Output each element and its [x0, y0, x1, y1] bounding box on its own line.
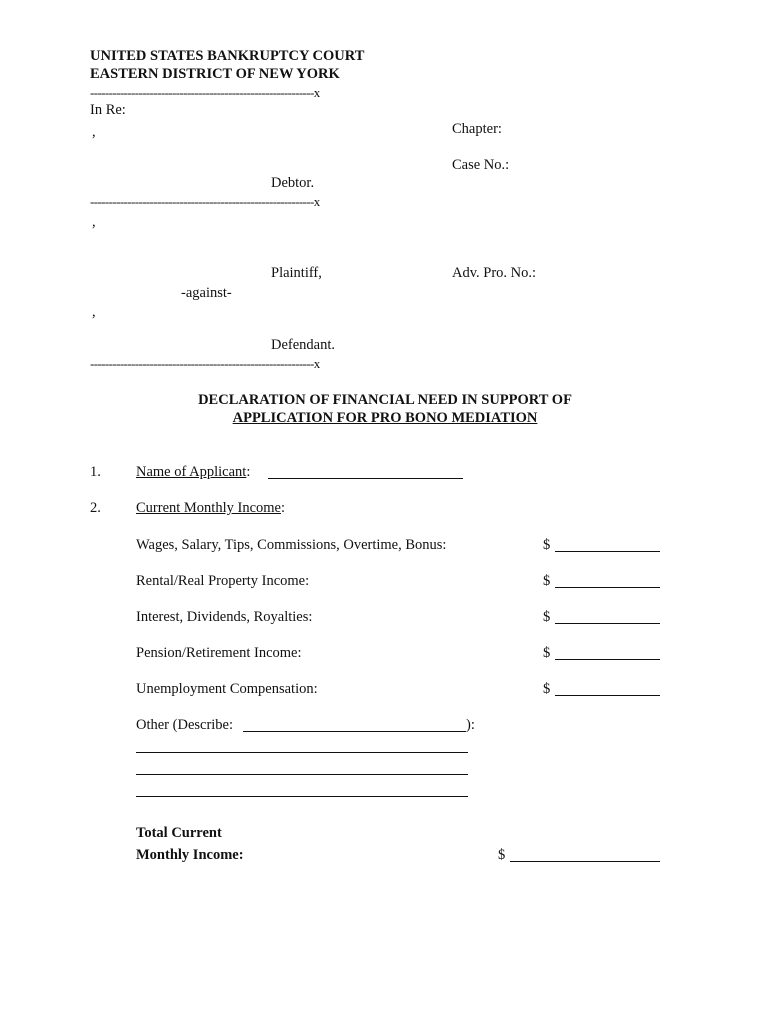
plaintiff-name-comma: ,: [92, 214, 96, 230]
document-title-line1: DECLARATION OF FINANCIAL NEED IN SUPPORT OF: [198, 392, 572, 408]
wages-amount-field[interactable]: [555, 551, 660, 552]
income-row-label: Wages, Salary, Tips, Commissions, Overtime, Bonus:: [136, 537, 447, 553]
other-describe-line-2[interactable]: [136, 774, 468, 775]
plaintiff-label: Plaintiff,: [271, 265, 322, 281]
chapter-label: Chapter:: [452, 121, 502, 137]
adv-pro-number-label: Adv. Pro. No.:: [452, 265, 537, 281]
item1-row: [136, 464, 250, 481]
document-title-line2-text: APPLICATION FOR PRO BONO MEDIATION: [232, 410, 538, 426]
income-row-label: Interest, Dividends, Royalties:: [136, 609, 313, 625]
total-amount-field[interactable]: [510, 861, 660, 862]
name-of-applicant-colon: :: [246, 464, 251, 480]
other-describe-field[interactable]: [243, 731, 466, 732]
income-row-label: Pension/Retirement Income:: [136, 645, 302, 661]
debtor-name-comma: ,: [92, 124, 96, 140]
caption-divider-top: ------------------------------------------------------------x: [90, 85, 320, 100]
document-title-line2: [0, 410, 770, 427]
total-currency: $: [498, 847, 506, 863]
item2-number: 2.: [90, 500, 101, 516]
current-monthly-income-label: Current Monthly Income: [136, 500, 281, 516]
income-row-currency: $: [543, 573, 551, 589]
other-describe-close: ):: [466, 717, 475, 733]
income-row-currency: $: [543, 537, 551, 553]
total-label-line1: Total Current: [136, 825, 222, 841]
defendant-label: Defendant.: [271, 337, 336, 353]
interest-amount-field[interactable]: [555, 623, 660, 624]
current-monthly-income-colon: :: [280, 500, 286, 516]
income-row-label: Unemployment Compensation:: [136, 681, 318, 697]
other-describe-line-3[interactable]: [136, 796, 468, 797]
caption-divider-middle: ------------------------------------------------------------x: [90, 194, 320, 209]
court-name: UNITED STATES BANKRUPTCY COURT: [90, 48, 365, 64]
in-re-label: In Re:: [90, 102, 126, 118]
court-district: EASTERN DISTRICT OF NEW YORK: [90, 66, 340, 82]
total-label-line2: Monthly Income:: [136, 847, 244, 863]
case-number-label: Case No.:: [452, 157, 510, 173]
defendant-name-comma: ,: [92, 304, 96, 320]
income-row-currency: $: [543, 681, 551, 697]
unemployment-amount-field[interactable]: [555, 695, 660, 696]
pension-amount-field[interactable]: [555, 659, 660, 660]
name-of-applicant-label: Name of Applicant: [136, 464, 247, 480]
other-describe-label: Other (Describe:: [136, 717, 234, 733]
item2-row: [136, 500, 285, 517]
item1-number: 1.: [90, 464, 101, 480]
income-row-label: Rental/Real Property Income:: [136, 573, 310, 589]
against-label: -against-: [181, 285, 232, 301]
debtor-label: Debtor.: [271, 175, 315, 191]
other-describe-line-1[interactable]: [136, 752, 468, 753]
caption-divider-bottom: ------------------------------------------------------------x: [90, 356, 320, 371]
income-row-currency: $: [543, 609, 551, 625]
income-row-currency: $: [543, 645, 551, 661]
name-of-applicant-field[interactable]: [268, 478, 463, 479]
rental-amount-field[interactable]: [555, 587, 660, 588]
